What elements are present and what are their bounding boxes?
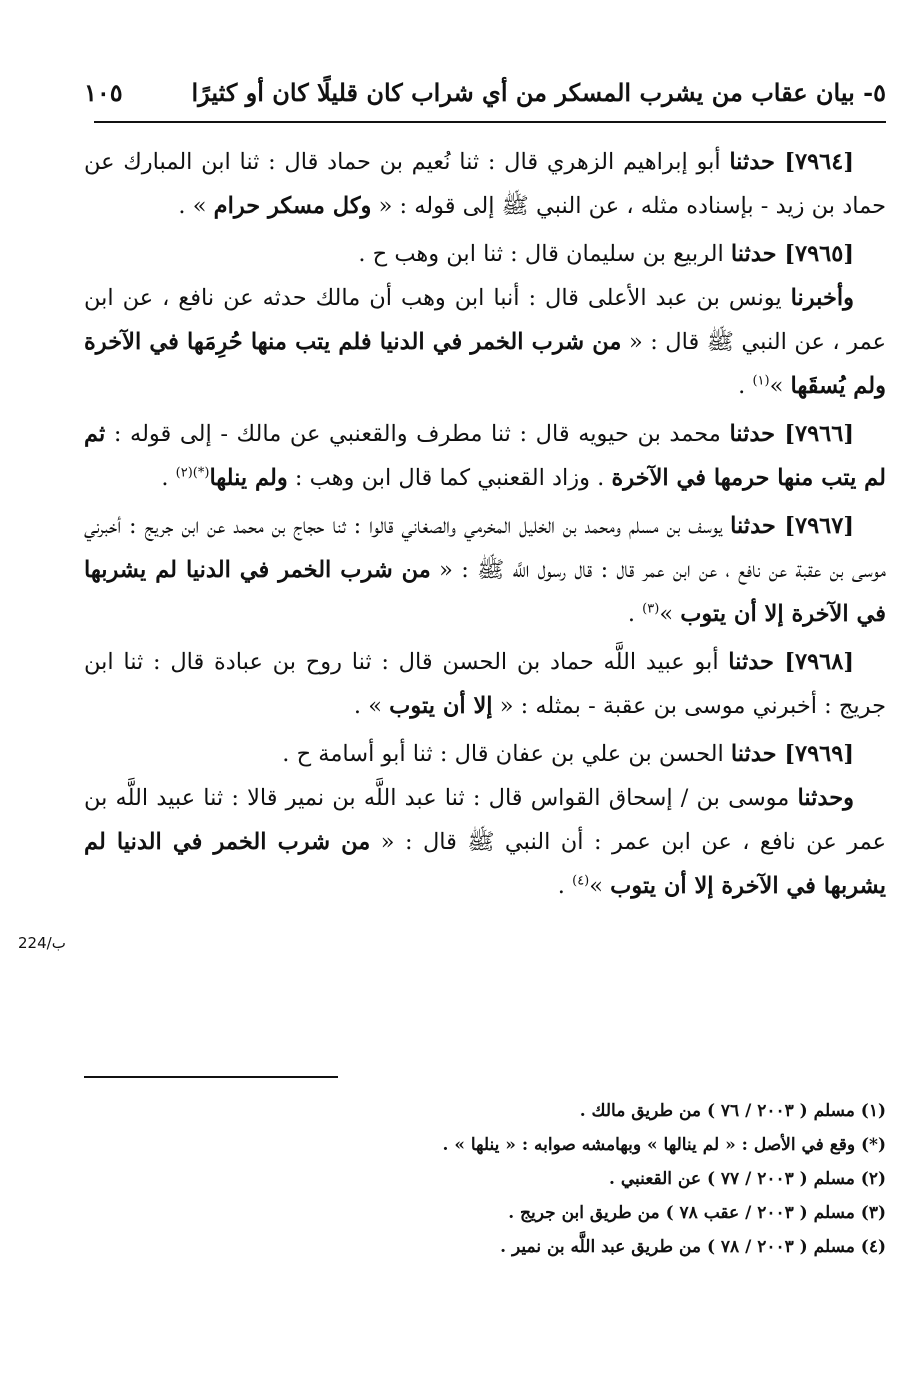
footnotes (84, 1094, 886, 1264)
text-segment: . (738, 373, 753, 399)
text-segment: ولم ينلها (209, 465, 288, 491)
hadith-paragraph (84, 412, 886, 500)
text-segment: موسى بن / إسحاق القواس قال : ثنا عبد اللَّه بن نمير قالا : ثنا عبيد اللَّه بن عمر عن نافع ، عن ابن عمر : أن النبي ﷺ قال : « (84, 785, 887, 855)
text-segment: يونس بن عبد الأعلى قال : أنبا ابن وهب أن مالك حدثه عن نافع ، عن ابن عمر ، عن النبي ﷺ قال : « (84, 285, 887, 355)
text-segment: حدثنا (730, 513, 776, 539)
text-segment: [٧٩٦٩] (776, 741, 854, 767)
text-segment: . (557, 873, 573, 899)
hadith-entry (84, 140, 886, 228)
footnote: (٤) مسلم ( ٢٠٠٣ / ٧٨ ) من طريق عبد اللَّه بن نمير . (500, 1237, 886, 1257)
text-segment: » (659, 601, 681, 627)
text-segment: الربيع بن سليمان قال : ثنا ابن وهب ح . (358, 241, 731, 267)
text-segment: » (589, 873, 611, 899)
text-segment: يوسف بن مسلم ومحمد بن الخليل المخرمي والصغاني قالوا : ثنا حجاج بن محمد عن ابن جريج : أخبرني موسى بن عقبة عن نافع ، عن ابن عمر قال : قال رسول اللَّه ﷺ : « (84, 513, 886, 583)
text-segment: وحدثنا (797, 785, 854, 811)
text-segment: . (627, 601, 643, 627)
text-segment: [٧٩٦٥] (776, 241, 854, 267)
manuscript-folio-marker: 224/ب (18, 934, 66, 952)
footnote-ref: (٤) (572, 873, 590, 889)
hadith-paragraph (84, 640, 886, 728)
hadith-paragraph (84, 232, 886, 276)
header-divider (94, 121, 886, 123)
hadith-paragraph (84, 732, 886, 776)
page-number: ١٠٥ (84, 77, 123, 107)
text-segment: أبو عبيد اللَّه حماد بن الحسن قال : ثنا روح بن عبادة قال : ثنا ابن جريج : أخبرني موسى بن عقبة - بمثله : « (84, 649, 886, 719)
text-segment: الحسن بن علي بن عفان قال : ثنا أبو أسامة ح . (282, 741, 731, 767)
text-segment: إلا أن يتوب (389, 693, 493, 719)
text-segment: . (161, 465, 176, 491)
footnote-ref: (٣) (642, 601, 660, 617)
text-segment: وكل مسكر حرام (213, 193, 372, 219)
footnote: (*) وقع في الأصل : « لم ينالها » وبهامشه صوابه : « ينلها » . (442, 1135, 886, 1155)
text-segment: من شرب الخمر في الدنيا لم يشربها في الآخرة إلا أن يتوب (84, 557, 886, 627)
hadith-entry (84, 640, 886, 728)
footnote-ref: (١) (752, 373, 770, 389)
hadith-body (84, 140, 886, 912)
footnote: (٣) مسلم ( ٢٠٠٣ / عقب ٧٨ ) من طريق ابن جريج . (508, 1203, 886, 1223)
text-segment: » (769, 373, 791, 399)
footnote-ref: (*)(٢) (175, 465, 210, 481)
hadith-entry (84, 412, 886, 500)
page-header (84, 72, 886, 112)
hadith-entry (84, 232, 886, 408)
hadith-paragraph (84, 140, 886, 228)
document-page (84, 0, 886, 1374)
text-segment: من شرب الخمر في الدنيا لم يشربها في الآخرة إلا أن يتوب (84, 829, 886, 899)
text-segment: [٧٩٦٤] (774, 149, 854, 175)
text-segment: [٧٩٦٧] (775, 513, 854, 539)
footnote: (٢) مسلم ( ٢٠٠٣ / ٧٧ ) عن القعنبي . (609, 1169, 886, 1189)
text-segment: حدثنا (729, 421, 776, 447)
hadith-paragraph (84, 504, 886, 636)
text-segment: محمد بن حيويه قال : ثنا مطرف والقعنبي عن مالك - إلى قوله : (105, 421, 730, 447)
text-segment: » . (353, 693, 390, 719)
text-segment: حدثنا (730, 741, 777, 767)
text-segment: » . (178, 193, 214, 219)
footnote-divider (84, 1076, 338, 1078)
text-segment: [٧٩٦٦] (775, 421, 854, 447)
hadith-entry (84, 732, 886, 908)
text-segment: وأخبرنا (790, 285, 854, 311)
text-segment: [٧٩٦٨] (773, 649, 854, 675)
text-segment: حدثنا (730, 241, 777, 267)
text-segment: من شرب الخمر في الدنيا فلم يتب منها حُرِمَها في الآخرة ولم يُسقَها (84, 329, 886, 399)
text-segment: حدثنا (729, 149, 775, 175)
text-segment: حدثنا (728, 649, 774, 675)
text-segment: . وزاد القعنبي كما قال ابن وهب : (287, 465, 612, 491)
hadith-paragraph (84, 276, 886, 408)
hadith-entry (84, 504, 886, 636)
text-segment: ثم لم يتب منها حرمها في الآخرة (84, 421, 886, 491)
hadith-paragraph (84, 776, 886, 908)
text-segment: أبو إبراهيم الزهري قال : ثنا نُعيم بن حماد قال : ثنا ابن المبارك عن حماد بن زيد - بإسناده مثله ، عن النبي ﷺ إلى قوله : « (84, 149, 886, 219)
footnote: (١) مسلم ( ٢٠٠٣ / ٧٦ ) من طريق مالك . (579, 1101, 886, 1121)
chapter-title: ٥- بيان عقاب من يشرب المسكر من أي شراب كان قليلًا كان أو كثيرًا (191, 77, 886, 107)
